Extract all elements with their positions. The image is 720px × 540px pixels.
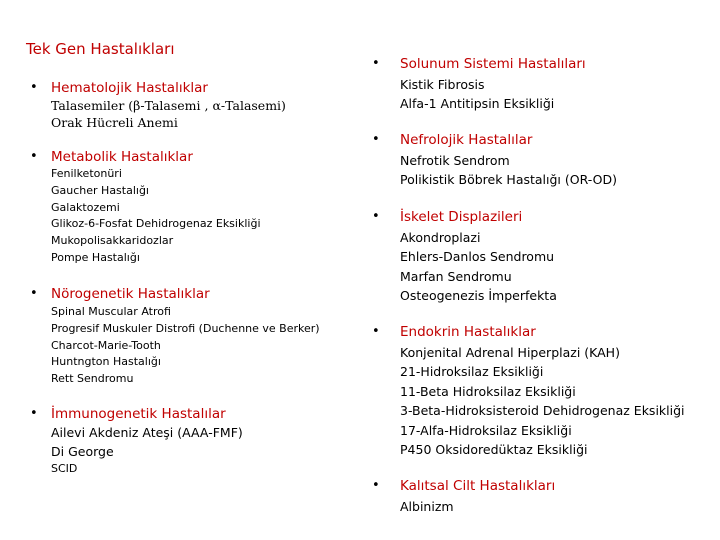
section-items-kalitsal-cilt — [400, 497, 454, 516]
list-item: Osteogenezis İmperfekta — [400, 288, 557, 304]
list-item: Gaucher Hastalığı — [51, 183, 149, 197]
bullet: • — [30, 286, 38, 301]
section-heading-hematolojik: Hematolojik Hastalıklar — [51, 80, 208, 96]
bullet: • — [372, 132, 380, 147]
bullet: • — [30, 406, 38, 421]
section-heading-iskelet: İskelet Displazileri — [400, 209, 523, 225]
list-item: 11-Beta Hidroksilaz Eksikliği — [400, 383, 576, 399]
section-items-hematolojik — [51, 97, 286, 131]
section-items-metabolik — [51, 166, 261, 267]
list-item: Pompe Hastalığı — [51, 250, 140, 264]
section-items-iskelet — [400, 228, 557, 306]
list-item: Akondroplazi — [400, 230, 481, 245]
bullet: • — [372, 324, 380, 339]
section-heading-nefrolojik: Nefrolojik Hastalılar — [400, 132, 533, 148]
list-item: Polikistik Böbrek Hastalığı (OR-OD) — [400, 172, 617, 188]
bullet: • — [372, 209, 380, 224]
list-item: Ehlers-Danlos Sendromu — [400, 249, 555, 265]
list-item: Marfan Sendromu — [400, 268, 512, 284]
list-item: Glikoz-6-Fosfat Dehidrogenaz Eksikliği — [51, 217, 261, 231]
list-item: Huntngton Hastalığı — [51, 355, 161, 369]
list-item: Alfa-1 Antitipsin Eksikliği — [400, 96, 555, 112]
section-heading-norogenetik: Nörogenetik Hastalıklar — [51, 286, 210, 302]
section-items-endokrin — [400, 343, 685, 459]
bullet: • — [372, 478, 380, 493]
list-item: Mukopolisakkaridozlar — [51, 234, 174, 248]
bullet: • — [30, 149, 38, 164]
list-item: Orak Hücreli Anemi — [51, 115, 178, 130]
list-item: Konjenital Adrenal Hiperplazi (KAH) — [400, 345, 620, 360]
section-heading-metabolik: Metabolik Hastalıklar — [51, 149, 193, 165]
list-item: Ailevi Akdeniz Ateşi (AAA-FMF) — [51, 425, 243, 440]
section-items-immunogenetik — [51, 424, 243, 477]
list-item: Charcot-Marie-Tooth — [51, 338, 161, 352]
section-items-solunum — [400, 75, 554, 114]
bullet: • — [30, 80, 38, 95]
list-item: Albinizm — [400, 499, 454, 514]
list-item: Progresif Muskuler Distrofi (Duchenne ve Berker) — [51, 321, 320, 335]
list-item: Di George — [51, 443, 114, 459]
list-item: Rett Sendromu — [51, 372, 134, 386]
section-items-norogenetik — [51, 304, 320, 388]
section-heading-endokrin: Endokrin Hastalıklar — [400, 324, 536, 340]
section-heading-solunum: Solunum Sistemi Hastalıları — [400, 56, 586, 72]
list-item: SCID — [51, 462, 78, 475]
list-item: 3-Beta-Hidroksisteroid Dehidrogenaz Eksikliği — [400, 403, 685, 419]
section-items-nefrolojik — [400, 151, 617, 190]
list-item: 21-Hidroksilaz Eksikliği — [400, 364, 544, 380]
list-item: Nefrotik Sendrom — [400, 153, 510, 168]
section-heading-immunogenetik: İmmunogenetik Hastalılar — [51, 406, 226, 422]
list-item: Galaktozemi — [51, 200, 120, 214]
list-item: Kistik Fibrosis — [400, 77, 485, 92]
page-title: Tek Gen Hastalıkları — [26, 40, 175, 58]
list-item: 17-Alfa-Hidroksilaz Eksikliği — [400, 422, 572, 438]
list-item: Talasemiler (β-Talasemi , α-Talasemi) — [51, 98, 286, 113]
section-heading-kalitsal-cilt: Kalıtsal Cilt Hastalıkları — [400, 478, 556, 494]
list-item: Fenilketonüri — [51, 167, 122, 180]
bullet: • — [372, 56, 380, 71]
list-item: P450 Oksidoredüktaz Eksikliği — [400, 442, 588, 458]
list-item: Spinal Muscular Atrofi — [51, 305, 171, 318]
